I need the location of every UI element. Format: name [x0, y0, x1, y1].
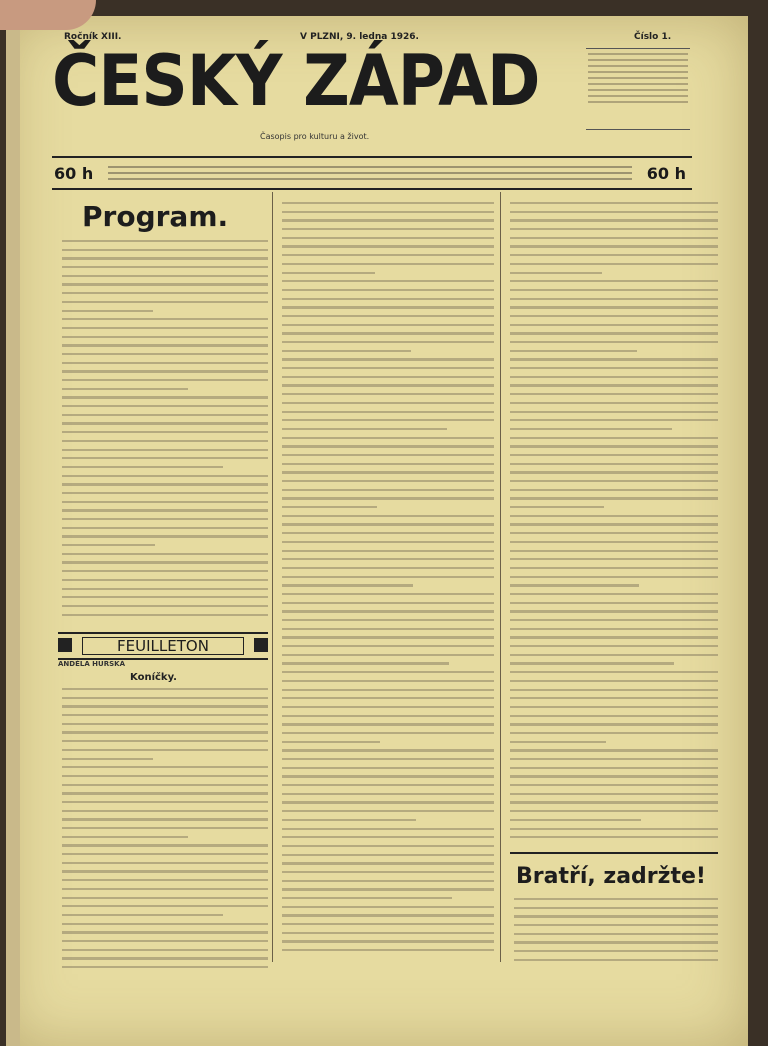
text-line: [282, 358, 494, 360]
text-line: [282, 376, 494, 378]
text-line: [510, 619, 718, 621]
text-line: [62, 766, 268, 768]
text-line: [62, 914, 223, 916]
text-line: [62, 266, 268, 268]
text-line: [510, 584, 639, 586]
text-line: [62, 292, 268, 294]
text-line: [62, 275, 268, 277]
text-line: [62, 257, 268, 259]
text-line: [282, 940, 494, 942]
text-line: [282, 428, 447, 430]
text-line: [62, 688, 268, 690]
text-line: [282, 801, 494, 803]
text-line: [282, 828, 494, 830]
text-line: [282, 662, 449, 664]
text-line: [282, 914, 494, 916]
text-line: [510, 662, 674, 664]
binding-spine: [6, 16, 20, 1046]
text-line: [282, 775, 494, 777]
text-line: [62, 249, 268, 251]
text-line: [282, 593, 494, 595]
text-line: [282, 888, 494, 890]
text-line: [282, 306, 494, 308]
text-line: [62, 449, 268, 451]
text-line: [282, 219, 494, 221]
text-line: [510, 489, 718, 491]
text-line: [62, 836, 188, 838]
text-line: [282, 254, 494, 256]
text-line: [62, 353, 268, 355]
article-text-column-3: [510, 202, 718, 842]
text-line: [62, 870, 268, 872]
text-line: [62, 475, 268, 477]
text-line: [510, 628, 718, 630]
feuilleton-header: [58, 632, 268, 660]
text-line: [62, 810, 268, 812]
text-line: [510, 602, 718, 604]
text-line: [62, 561, 268, 563]
text-line: [282, 732, 494, 734]
text-line: [282, 680, 494, 682]
text-line: [282, 202, 494, 204]
text-line: [510, 202, 718, 204]
text-line: [282, 819, 416, 821]
price-left: 60 h: [54, 164, 94, 183]
text-line: [282, 272, 375, 274]
text-line: [510, 767, 718, 769]
text-line: [62, 579, 268, 581]
text-line: [282, 289, 494, 291]
text-line: [510, 793, 718, 795]
text-line: [282, 489, 494, 491]
text-line: [62, 431, 268, 433]
article-text-program: [62, 240, 268, 620]
text-line: [282, 602, 494, 604]
text-line: [510, 576, 718, 578]
text-line: [62, 949, 268, 951]
text-line: [62, 614, 268, 616]
text-line: [510, 636, 718, 638]
text-line: [62, 923, 268, 925]
text-line: [62, 605, 268, 607]
text-line: [282, 897, 452, 899]
text-line: [282, 845, 494, 847]
text-line: [510, 437, 718, 439]
text-line: [282, 341, 494, 343]
article-text-column-2: [282, 202, 494, 958]
text-line: [62, 731, 268, 733]
text-line: [282, 767, 494, 769]
text-line: [62, 775, 268, 777]
feuilleton-title: Koníčky.: [130, 672, 177, 683]
text-line: [62, 888, 268, 890]
text-line: [62, 405, 268, 407]
text-line: [282, 793, 494, 795]
text-line: [62, 362, 268, 364]
text-line: [62, 862, 268, 864]
text-line: [514, 950, 718, 952]
text-line: [510, 298, 718, 300]
text-line: [510, 828, 718, 830]
text-line: [282, 584, 413, 586]
text-line: [62, 327, 268, 329]
text-line: [514, 959, 718, 961]
column-rule: [500, 192, 501, 962]
text-line: [510, 689, 718, 691]
text-line: [514, 941, 718, 943]
text-line: [510, 428, 672, 430]
text-line: [62, 570, 268, 572]
text-line: [282, 810, 494, 812]
text-line: [282, 454, 494, 456]
text-line: [510, 506, 604, 508]
text-line: [514, 907, 718, 909]
text-line: [510, 558, 718, 560]
text-line: [510, 402, 718, 404]
text-line: [510, 741, 606, 743]
text-line: [510, 315, 718, 317]
text-line: [510, 411, 718, 413]
text-line: [282, 741, 380, 743]
text-line: [62, 318, 268, 320]
text-line: [62, 844, 268, 846]
text-line: [62, 740, 268, 742]
text-line: [62, 457, 268, 459]
text-line: [510, 697, 718, 699]
text-line: [62, 723, 268, 725]
text-line: [62, 749, 268, 751]
text-line: [510, 454, 718, 456]
text-line: [282, 567, 494, 569]
text-line: [62, 388, 188, 390]
text-line: [282, 697, 494, 699]
text-line: [282, 610, 494, 612]
text-line: [282, 471, 494, 473]
text-line: [62, 792, 268, 794]
text-line: [282, 880, 494, 882]
text-line: [62, 422, 268, 424]
text-line: [510, 550, 718, 552]
text-line: [62, 784, 268, 786]
issue-label: Číslo 1.: [634, 32, 672, 42]
text-line: [510, 211, 718, 213]
text-line: [510, 471, 718, 473]
text-line: [282, 419, 494, 421]
text-line: [510, 706, 718, 708]
text-line: [510, 350, 637, 352]
text-line: [282, 836, 494, 838]
thumb: [0, 0, 96, 30]
text-line: [510, 263, 718, 265]
price-bar: [52, 156, 692, 190]
text-line: [62, 440, 268, 442]
text-line: [514, 924, 718, 926]
text-line: [282, 211, 494, 213]
feuilleton-label: FEUILLETON: [82, 637, 244, 655]
text-line: [282, 463, 494, 465]
text-line: [510, 341, 718, 343]
text-line: [510, 532, 718, 534]
text-line: [62, 705, 268, 707]
text-line: [62, 714, 268, 716]
text-line: [510, 306, 718, 308]
feuilleton-author: ANDĚLA HURSKÁ: [58, 660, 125, 668]
text-line: [282, 245, 494, 247]
text-line: [62, 553, 268, 555]
feuilleton-text: [62, 688, 268, 968]
text-line: [62, 518, 268, 520]
text-line: [62, 596, 268, 598]
text-line: [282, 749, 494, 751]
text-line: [282, 932, 494, 934]
text-line: [282, 523, 494, 525]
masthead-subtitle: Časopis pro kulturu a život.: [260, 132, 370, 141]
text-line: [62, 758, 153, 760]
text-line: [510, 289, 718, 291]
text-line: [282, 550, 494, 552]
text-line: [282, 784, 494, 786]
text-line: [282, 628, 494, 630]
text-line: [62, 492, 268, 494]
text-line: [282, 350, 411, 352]
text-line: [282, 706, 494, 708]
text-line: [510, 836, 718, 838]
text-line: [62, 818, 268, 820]
text-line: [282, 393, 494, 395]
text-line: [510, 732, 718, 734]
text-line: [510, 593, 718, 595]
text-line: [514, 915, 718, 917]
text-line: [510, 567, 718, 569]
text-line: [282, 437, 494, 439]
text-line: [510, 541, 718, 543]
text-line: [282, 315, 494, 317]
text-line: [62, 396, 268, 398]
text-line: [282, 871, 494, 873]
text-line: [62, 697, 268, 699]
text-line: [514, 933, 718, 935]
text-line: [510, 280, 718, 282]
text-line: [510, 384, 718, 386]
text-line: [282, 906, 494, 908]
text-line: [510, 715, 718, 717]
text-line: [514, 898, 718, 900]
text-line: [510, 228, 718, 230]
text-line: [282, 541, 494, 543]
text-line: [62, 310, 153, 312]
text-line: [510, 332, 718, 334]
text-line: [62, 466, 223, 468]
text-line: [510, 723, 718, 725]
text-line: [510, 497, 718, 499]
text-line: [282, 497, 494, 499]
text-line: [510, 515, 718, 517]
text-line: [62, 240, 268, 242]
text-line: [282, 480, 494, 482]
text-line: [282, 758, 494, 760]
text-line: [510, 671, 718, 673]
text-line: [510, 393, 718, 395]
text-line: [62, 414, 268, 416]
text-line: [282, 332, 494, 334]
text-line: [282, 619, 494, 621]
text-line: [282, 645, 494, 647]
text-line: [282, 949, 494, 951]
text-line: [510, 245, 718, 247]
text-line: [62, 897, 268, 899]
text-line: [62, 535, 268, 537]
text-line: [510, 610, 718, 612]
text-line: [62, 905, 268, 907]
text-line: [510, 219, 718, 221]
text-line: [282, 715, 494, 717]
text-line: [62, 801, 268, 803]
text-line: [510, 810, 718, 812]
article-heading-program: Program.: [82, 200, 229, 233]
text-line: [510, 784, 718, 786]
text-line: [62, 957, 268, 959]
text-line: [510, 367, 718, 369]
text-line: [282, 671, 494, 673]
text-line: [282, 558, 494, 560]
text-line: [62, 879, 268, 881]
text-line: [510, 358, 718, 360]
text-line: [282, 324, 494, 326]
text-line: [282, 228, 494, 230]
text-line: [510, 324, 718, 326]
text-line: [510, 419, 718, 421]
article-text-bratri: [514, 898, 718, 962]
text-line: [282, 636, 494, 638]
text-line: [62, 827, 268, 829]
text-line: [282, 862, 494, 864]
price-right: 60 h: [646, 164, 686, 183]
text-line: [282, 689, 494, 691]
text-line: [510, 480, 718, 482]
text-line: [282, 532, 494, 534]
text-line: [282, 402, 494, 404]
article-heading-bratri: Bratří, zadržte!: [516, 864, 706, 889]
text-line: [510, 254, 718, 256]
text-line: [510, 523, 718, 525]
text-line: [510, 463, 718, 465]
text-line: [62, 301, 268, 303]
text-line: [62, 483, 268, 485]
text-line: [282, 654, 494, 656]
place-date-label: V PLZNI, 9. ledna 1926.: [300, 32, 419, 42]
text-line: [62, 370, 268, 372]
text-line: [282, 923, 494, 925]
text-line: [282, 576, 494, 578]
text-line: [282, 854, 494, 856]
text-line: [510, 376, 718, 378]
publisher-info-lines: [108, 162, 632, 184]
text-line: [62, 966, 268, 968]
text-line: [62, 853, 268, 855]
masthead-notice-box: [586, 48, 690, 130]
text-line: [282, 411, 494, 413]
text-line: [62, 527, 268, 529]
text-line: [282, 367, 494, 369]
text-line: [510, 775, 718, 777]
text-line: [62, 940, 268, 942]
text-line: [510, 801, 718, 803]
text-line: [282, 263, 494, 265]
masthead-title: ČESKÝ ZÁPAD: [52, 40, 540, 122]
text-line: [62, 379, 268, 381]
text-line: [62, 283, 268, 285]
text-line: [510, 654, 718, 656]
text-line: [510, 758, 718, 760]
text-line: [62, 344, 268, 346]
text-line: [282, 445, 494, 447]
text-line: [282, 298, 494, 300]
section-divider: [510, 852, 718, 854]
text-line: [510, 445, 718, 447]
text-line: [62, 501, 268, 503]
text-line: [62, 588, 268, 590]
text-line: [282, 515, 494, 517]
text-line: [510, 645, 718, 647]
text-line: [510, 680, 718, 682]
text-line: [62, 336, 268, 338]
text-line: [282, 723, 494, 725]
text-line: [510, 749, 718, 751]
text-line: [510, 272, 602, 274]
column-rule: [272, 192, 273, 962]
text-line: [282, 280, 494, 282]
volume-label: Ročník XIII.: [64, 32, 122, 42]
text-line: [62, 544, 155, 546]
text-line: [510, 237, 718, 239]
text-line: [62, 931, 268, 933]
text-line: [510, 819, 641, 821]
text-line: [282, 384, 494, 386]
text-line: [62, 509, 268, 511]
text-line: [282, 237, 494, 239]
text-line: [282, 506, 377, 508]
